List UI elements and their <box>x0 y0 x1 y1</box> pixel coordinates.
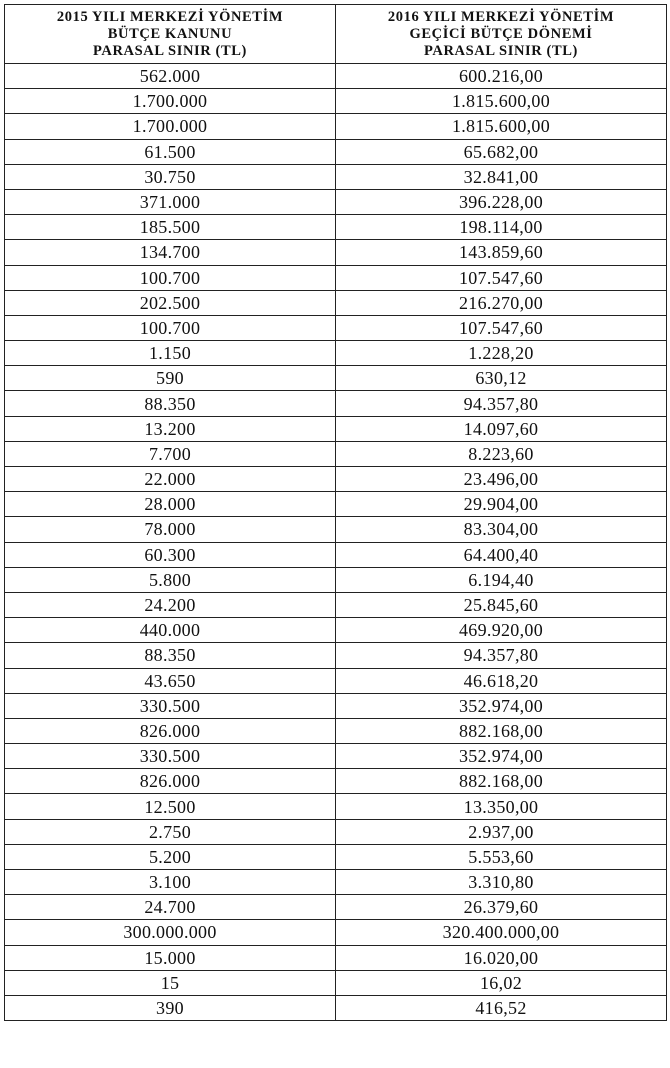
cell-2016-limit: 107.547,60 <box>336 265 667 290</box>
cell-2016-limit: 8.223,60 <box>336 441 667 466</box>
table-row <box>5 215 667 240</box>
cell-2016-limit: 352.974,00 <box>336 693 667 718</box>
table-body <box>5 64 667 1021</box>
table-row <box>5 794 667 819</box>
header-line: 2015 YILI MERKEZİ YÖNETİM <box>56 8 284 25</box>
table-row <box>5 189 667 214</box>
cell-2016-limit: 416,52 <box>336 995 667 1020</box>
cell-2015-limit: 2.750 <box>5 819 336 844</box>
cell-2015-limit: 826.000 <box>5 718 336 743</box>
cell-2016-limit: 94.357,80 <box>336 643 667 668</box>
cell-2016-limit: 320.400.000,00 <box>336 920 667 945</box>
table-row <box>5 139 667 164</box>
table-row <box>5 668 667 693</box>
cell-2015-limit: 330.500 <box>5 744 336 769</box>
cell-2015-limit: 562.000 <box>5 64 336 89</box>
table-row <box>5 693 667 718</box>
table-row <box>5 391 667 416</box>
cell-2016-limit: 1.815.600,00 <box>336 114 667 139</box>
cell-2015-limit: 5.800 <box>5 567 336 592</box>
cell-2015-limit: 88.350 <box>5 643 336 668</box>
table-row <box>5 315 667 340</box>
table-row <box>5 920 667 945</box>
table-row <box>5 870 667 895</box>
cell-2016-limit: 32.841,00 <box>336 164 667 189</box>
header-2015-budget-limit <box>5 5 336 64</box>
header-line: PARASAL SINIR (TL) <box>424 42 578 59</box>
cell-2016-limit: 46.618,20 <box>336 668 667 693</box>
header-line: 2016 YILI MERKEZİ YÖNETİM <box>387 8 615 25</box>
table-row <box>5 567 667 592</box>
cell-2016-limit: 198.114,00 <box>336 215 667 240</box>
cell-2015-limit: 3.100 <box>5 870 336 895</box>
cell-2016-limit: 65.682,00 <box>336 139 667 164</box>
cell-2016-limit: 64.400,40 <box>336 542 667 567</box>
table-row <box>5 517 667 542</box>
cell-2015-limit: 826.000 <box>5 769 336 794</box>
table-row <box>5 492 667 517</box>
table-row <box>5 89 667 114</box>
cell-2016-limit: 23.496,00 <box>336 467 667 492</box>
table-row <box>5 895 667 920</box>
cell-2016-limit: 14.097,60 <box>336 416 667 441</box>
cell-2016-limit: 94.357,80 <box>336 391 667 416</box>
cell-2016-limit: 396.228,00 <box>336 189 667 214</box>
cell-2015-limit: 1.150 <box>5 341 336 366</box>
table-header-row <box>5 5 667 64</box>
table-row <box>5 441 667 466</box>
cell-2016-limit: 3.310,80 <box>336 870 667 895</box>
cell-2016-limit: 2.937,00 <box>336 819 667 844</box>
cell-2015-limit: 1.700.000 <box>5 89 336 114</box>
table-row <box>5 718 667 743</box>
table-row <box>5 290 667 315</box>
header-line: PARASAL SINIR (TL) <box>93 42 247 59</box>
cell-2015-limit: 390 <box>5 995 336 1020</box>
cell-2016-limit: 16.020,00 <box>336 945 667 970</box>
table-row <box>5 744 667 769</box>
cell-2016-limit: 29.904,00 <box>336 492 667 517</box>
table-row <box>5 467 667 492</box>
cell-2016-limit: 882.168,00 <box>336 769 667 794</box>
cell-2015-limit: 371.000 <box>5 189 336 214</box>
cell-2015-limit: 24.200 <box>5 592 336 617</box>
table-row <box>5 945 667 970</box>
cell-2016-limit: 26.379,60 <box>336 895 667 920</box>
table-row <box>5 995 667 1020</box>
header-line: BÜTÇE KANUNU <box>107 25 233 42</box>
cell-2015-limit: 185.500 <box>5 215 336 240</box>
table-row <box>5 542 667 567</box>
cell-2015-limit: 13.200 <box>5 416 336 441</box>
cell-2015-limit: 61.500 <box>5 139 336 164</box>
cell-2015-limit: 1.700.000 <box>5 114 336 139</box>
cell-2016-limit: 882.168,00 <box>336 718 667 743</box>
table-row <box>5 265 667 290</box>
cell-2015-limit: 88.350 <box>5 391 336 416</box>
cell-2015-limit: 43.650 <box>5 668 336 693</box>
cell-2015-limit: 440.000 <box>5 618 336 643</box>
cell-2015-limit: 330.500 <box>5 693 336 718</box>
table-row <box>5 819 667 844</box>
cell-2015-limit: 134.700 <box>5 240 336 265</box>
cell-2016-limit: 352.974,00 <box>336 744 667 769</box>
document-page <box>4 4 666 1021</box>
table-row <box>5 970 667 995</box>
table-row <box>5 366 667 391</box>
cell-2016-limit: 13.350,00 <box>336 794 667 819</box>
cell-2016-limit: 107.547,60 <box>336 315 667 340</box>
table-row <box>5 240 667 265</box>
cell-2016-limit: 1.228,20 <box>336 341 667 366</box>
cell-2016-limit: 630,12 <box>336 366 667 391</box>
table-row <box>5 164 667 189</box>
cell-2015-limit: 300.000.000 <box>5 920 336 945</box>
cell-2016-limit: 83.304,00 <box>336 517 667 542</box>
cell-2015-limit: 28.000 <box>5 492 336 517</box>
table-row <box>5 844 667 869</box>
budget-limits-table <box>4 4 667 1021</box>
cell-2015-limit: 22.000 <box>5 467 336 492</box>
cell-2015-limit: 202.500 <box>5 290 336 315</box>
cell-2015-limit: 15 <box>5 970 336 995</box>
cell-2015-limit: 5.200 <box>5 844 336 869</box>
table-row <box>5 643 667 668</box>
cell-2015-limit: 78.000 <box>5 517 336 542</box>
cell-2016-limit: 216.270,00 <box>336 290 667 315</box>
table-row <box>5 114 667 139</box>
cell-2016-limit: 25.845,60 <box>336 592 667 617</box>
cell-2015-limit: 60.300 <box>5 542 336 567</box>
table-row <box>5 341 667 366</box>
cell-2016-limit: 469.920,00 <box>336 618 667 643</box>
cell-2016-limit: 143.859,60 <box>336 240 667 265</box>
cell-2015-limit: 100.700 <box>5 315 336 340</box>
cell-2015-limit: 7.700 <box>5 441 336 466</box>
header-2016-temporary-budget-limit <box>336 5 667 64</box>
cell-2016-limit: 600.216,00 <box>336 64 667 89</box>
cell-2015-limit: 12.500 <box>5 794 336 819</box>
cell-2015-limit: 590 <box>5 366 336 391</box>
cell-2016-limit: 16,02 <box>336 970 667 995</box>
table-row <box>5 416 667 441</box>
cell-2015-limit: 100.700 <box>5 265 336 290</box>
cell-2015-limit: 15.000 <box>5 945 336 970</box>
table-row <box>5 64 667 89</box>
table-row <box>5 769 667 794</box>
cell-2015-limit: 30.750 <box>5 164 336 189</box>
cell-2015-limit: 24.700 <box>5 895 336 920</box>
header-line: GEÇİCİ BÜTÇE DÖNEMİ <box>409 25 593 42</box>
cell-2016-limit: 5.553,60 <box>336 844 667 869</box>
cell-2016-limit: 6.194,40 <box>336 567 667 592</box>
table-row <box>5 618 667 643</box>
table-row <box>5 592 667 617</box>
cell-2016-limit: 1.815.600,00 <box>336 89 667 114</box>
